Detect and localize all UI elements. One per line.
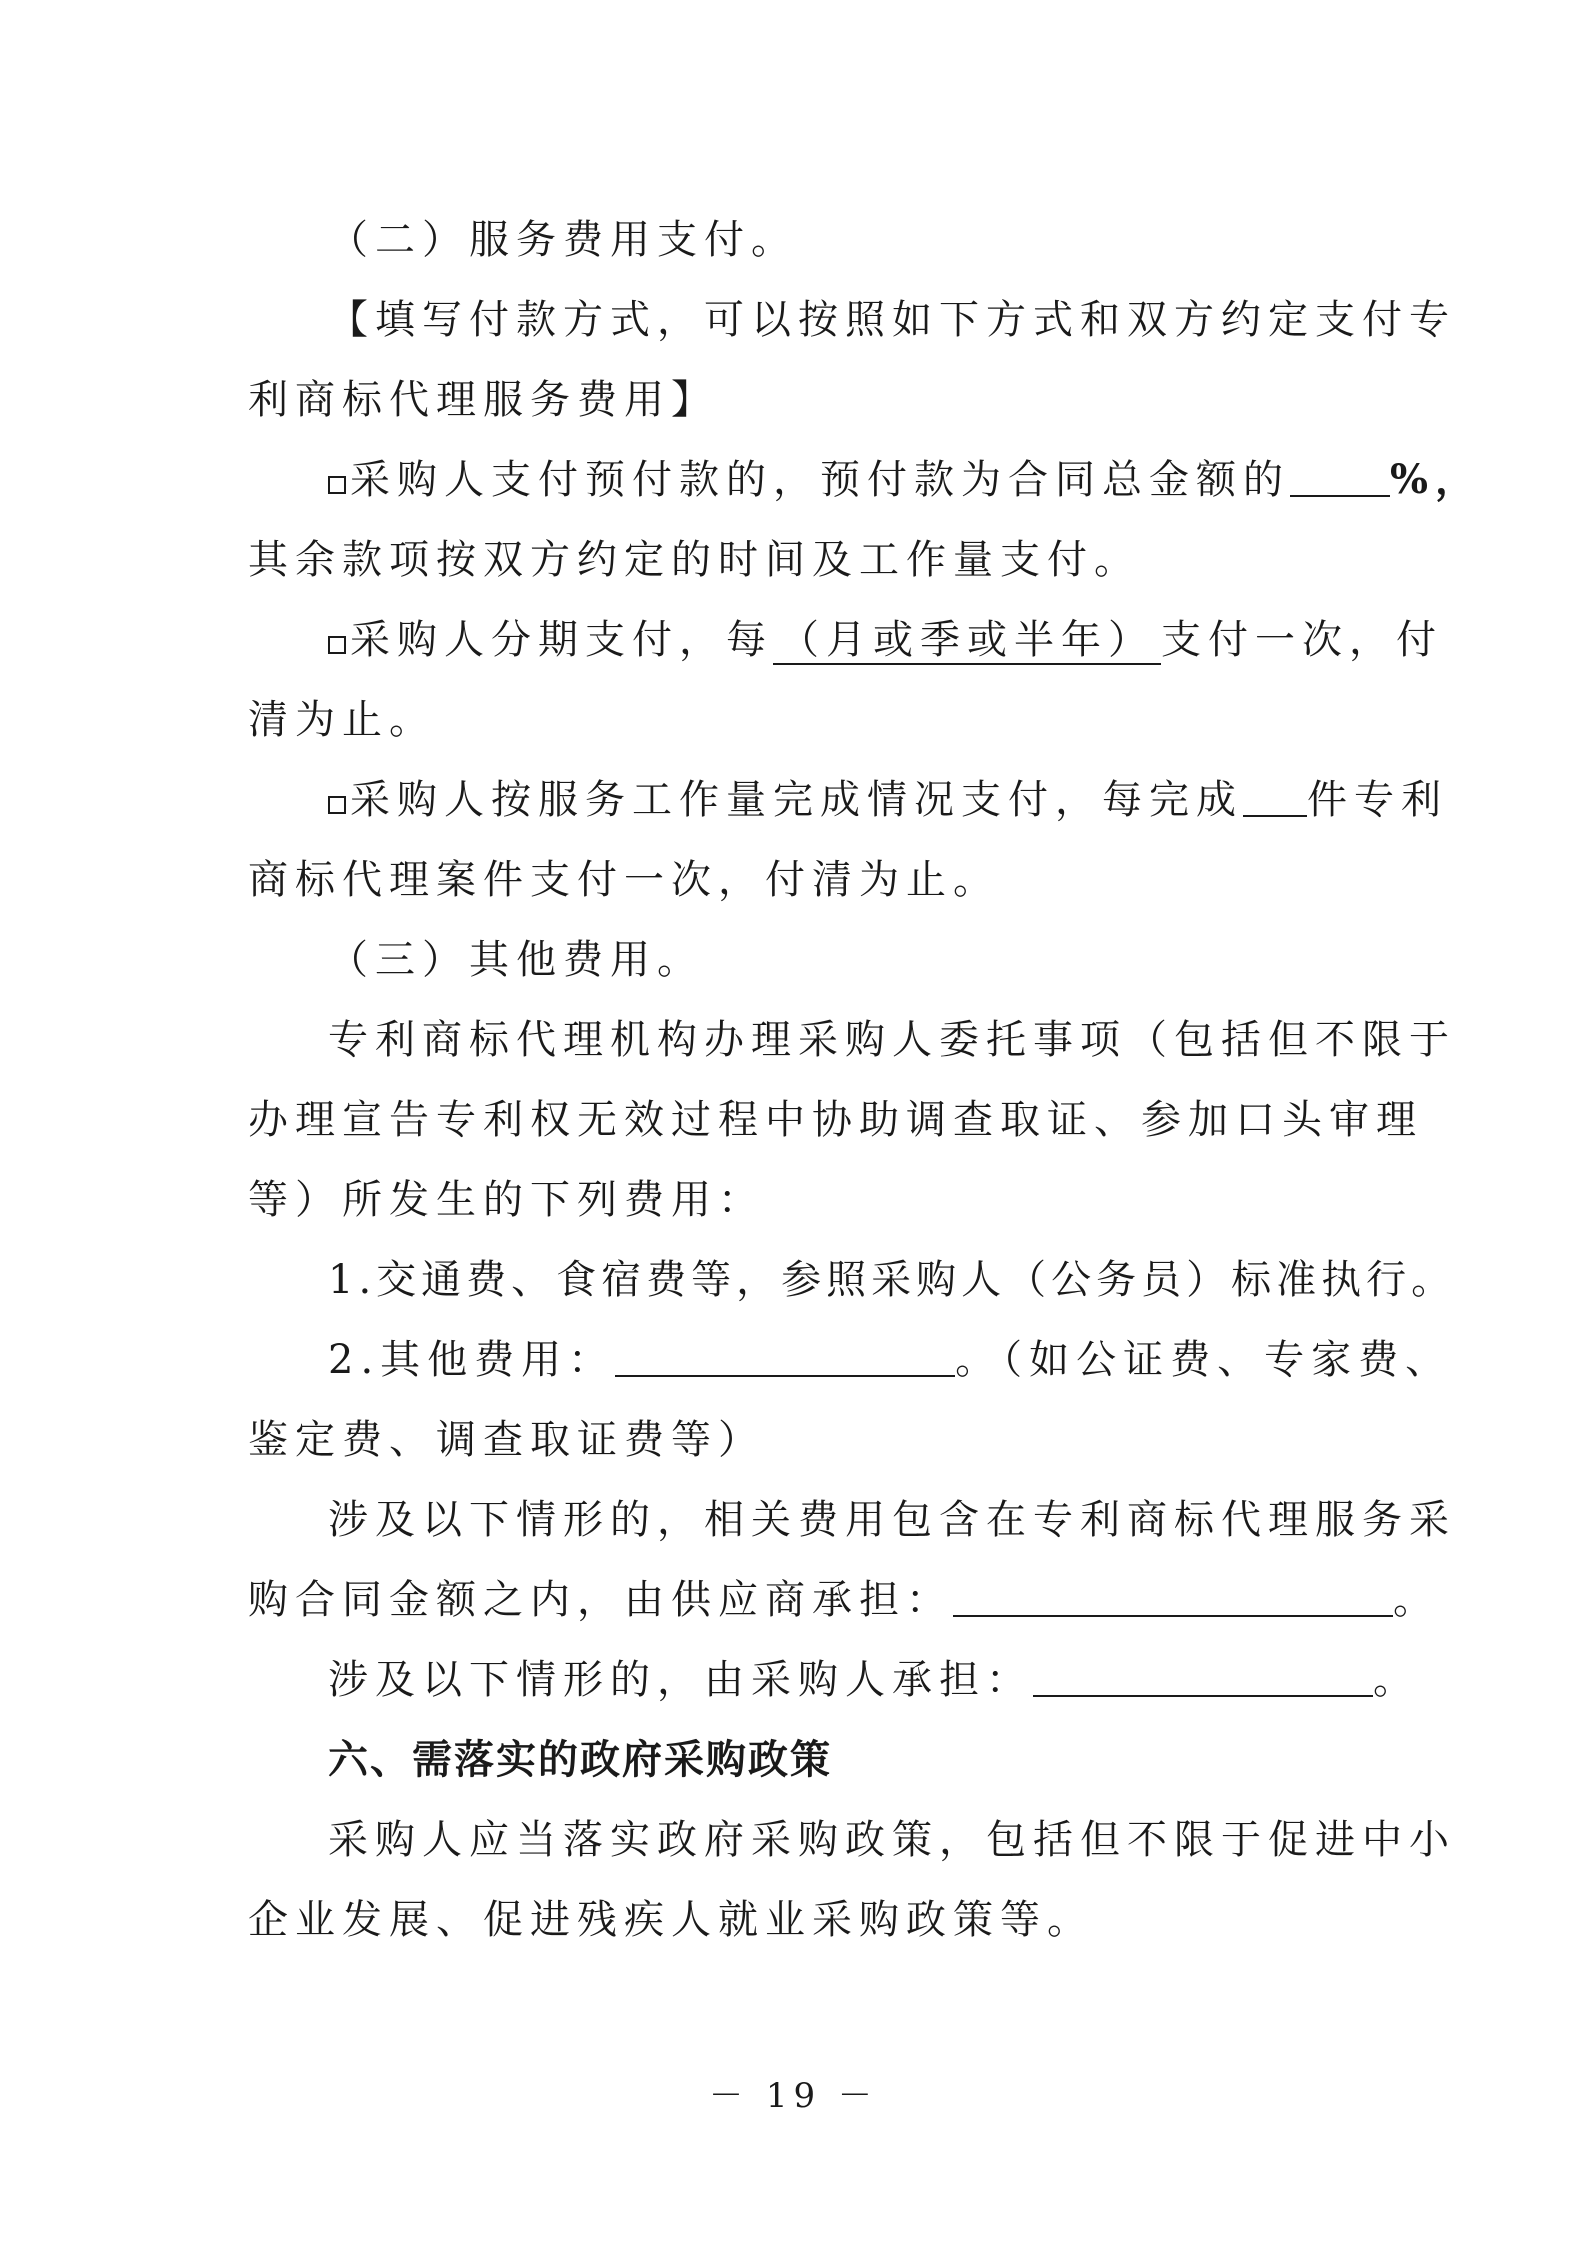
installment-period-fill[interactable]: （月或季或半年）: [773, 617, 1161, 665]
page-number: － 19 －: [709, 2076, 878, 2116]
payment-instruction-line-2: 利商标代理服务费用】: [248, 377, 718, 423]
checkbox-icon[interactable]: [328, 636, 346, 654]
prepayment-percent-blank[interactable]: [1290, 455, 1390, 497]
option-workload-text: 采购人按服务工作量完成情况支付，每完成: [350, 777, 1243, 823]
option-installment-suffix: 支付一次，付: [1161, 617, 1443, 663]
option-installment-line-2: 清为止。: [248, 697, 436, 743]
option-prepayment-text: 采购人支付预付款的，预付款为合同总金额的: [350, 457, 1290, 503]
purchaser-borne-line: [328, 1652, 1438, 1708]
other-fees-blank[interactable]: [615, 1335, 955, 1377]
subheading-other-fees: （三）其他费用。: [328, 937, 704, 983]
supplier-borne-text: 购合同金额之内，由供应商承担：: [248, 1577, 953, 1623]
supplier-borne-blank[interactable]: [953, 1575, 1393, 1617]
subheading-service-fee-payment: （二）服务费用支付。: [328, 217, 798, 263]
policy-paragraph-line-1: 采购人应当落实政府采购政策，包括但不限于促进中小: [328, 1817, 1456, 1863]
fee-item-2-suffix: 。（如公证费、专家费、: [955, 1337, 1453, 1383]
fee-item-2: [328, 1332, 1453, 1388]
supplier-borne-line-2: [248, 1572, 1440, 1628]
workload-count-blank[interactable]: [1243, 775, 1307, 817]
other-fees-paragraph-line-2: 办理宣告专利权无效过程中协助调查取证、参加口头审理: [248, 1097, 1423, 1143]
option-installment-text: 采购人分期支付，每: [350, 617, 773, 663]
other-fees-paragraph-line-3: 等）所发生的下列费用：: [248, 1177, 765, 1223]
checkbox-icon[interactable]: [328, 796, 346, 814]
policy-paragraph-line-2: 企业发展、促进残疾人就业采购政策等。: [248, 1897, 1094, 1943]
period: 。: [1393, 1577, 1440, 1623]
fee-item-2-line-2: 鉴定费、调查取证费等）: [248, 1417, 765, 1463]
payment-instruction-line-1: 【填写付款方式，可以按照如下方式和双方约定支付专: [328, 297, 1456, 343]
purchaser-borne-text: 涉及以下情形的，由采购人承担：: [328, 1657, 1033, 1703]
option-prepayment-line-2: 其余款项按双方约定的时间及工作量支付。: [248, 537, 1141, 583]
section-heading-government-procurement-policy: 六、需落实的政府采购政策: [328, 1737, 832, 1783]
period: 。: [1373, 1657, 1420, 1703]
option-prepayment: [328, 452, 1483, 508]
option-installment: [328, 612, 1443, 668]
purchaser-borne-blank[interactable]: [1033, 1655, 1373, 1697]
option-workload-line-2: 商标代理案件支付一次，付清为止。: [248, 857, 1000, 903]
percent-sign: %，: [1390, 456, 1483, 503]
checkbox-icon[interactable]: [328, 476, 346, 494]
fee-item-1: 1.交通费、食宿费等，参照采购人（公务员）标准执行。: [328, 1257, 1457, 1303]
fee-item-2-label: 2.其他费用：: [328, 1337, 616, 1383]
option-workload-suffix: 件专利: [1307, 777, 1448, 823]
other-fees-paragraph-line-1: 专利商标代理机构办理采购人委托事项（包括但不限于: [328, 1017, 1456, 1063]
option-workload: [328, 772, 1448, 828]
supplier-borne-line-1: 涉及以下情形的，相关费用包含在专利商标代理服务采: [328, 1497, 1456, 1543]
